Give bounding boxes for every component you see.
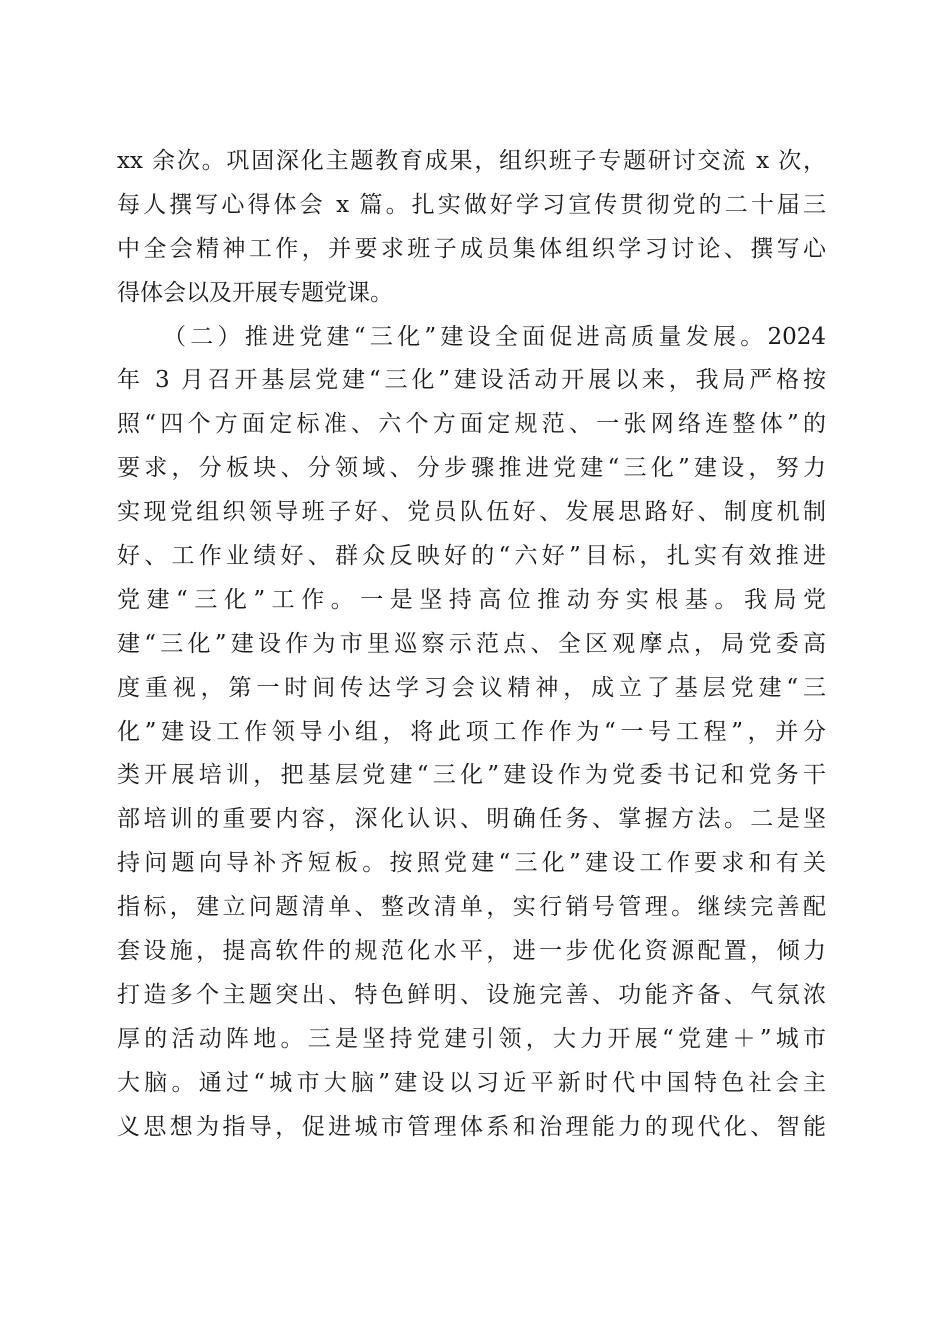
text-line: 义思想为指导，促进城市管理体系和治理能力的现代化、智能 bbox=[117, 1113, 826, 1140]
text-line: 每人撰写心得体会 x 篇。扎实做好学习宣传贯彻党的二十届三 bbox=[117, 191, 826, 218]
text-line: 建“三化”建设作为市里巡察示范点、全区观摩点，局党委高 bbox=[117, 630, 826, 657]
text-line: 厚的活动阵地。三是坚持党建引领，大力开展“党建＋”城市 bbox=[117, 1025, 826, 1052]
text-line: 指标，建立问题清单、整改清单，实行销号管理。继续完善配 bbox=[117, 894, 826, 921]
text-line: 大脑。通过“城市大脑”建设以习近平新时代中国特色社会主 bbox=[117, 1069, 826, 1096]
body-text bbox=[117, 140, 826, 1149]
text-line: 部培训的重要内容，深化认识、明确任务、掌握方法。二是坚 bbox=[117, 806, 826, 833]
text-line: 党建“三化”工作。一是坚持高位推动夯实根基。我局党 bbox=[117, 586, 826, 613]
text-line: 类开展培训，把基层党建“三化”建设作为党委书记和党务干 bbox=[117, 762, 826, 789]
text-line: 得体会以及开展专题党课。 bbox=[117, 279, 393, 306]
text-line: 化”建设工作领导小组，将此项工作作为“一号工程”，并分 bbox=[117, 718, 826, 745]
text-line: 套设施，提高软件的规范化水平，进一步优化资源配置，倾力 bbox=[117, 938, 826, 965]
text-line: 要求，分板块、分领域、分步骤推进党建“三化”建设，努力 bbox=[117, 455, 826, 482]
text-line: 好、工作业绩好、群众反映好的“六好”目标，扎实有效推进 bbox=[117, 543, 826, 570]
text-line: 照“四个方面定标准、六个方面定规范、一张网络连整体”的 bbox=[117, 411, 826, 438]
text-line: 中全会精神工作，并要求班子成员集体组织学习讨论、撰写心 bbox=[117, 235, 826, 262]
text-line: xx 余次。巩固深化主题教育成果，组织班子专题研讨交流 x 次， bbox=[117, 148, 826, 174]
text-line: 持问题向导补齐短板。按照党建“三化”建设工作要求和有关 bbox=[117, 850, 826, 877]
text-line: 实现党组织领导班子好、党员队伍好、发展思路好、制度机制 bbox=[117, 499, 826, 526]
text-line: 年 3 月召开基层党建“三化”建设活动开展以来，我局严格按 bbox=[117, 367, 826, 394]
section-heading-line: （二）推进党建“三化”建设全面促进高质量发展。2024 bbox=[163, 323, 826, 350]
text-line: 打造多个主题突出、特色鲜明、设施完善、功能齐备、气氛浓 bbox=[117, 981, 826, 1008]
text-line: 度重视，第一时间传达学习会议精神，成立了基层党建“三 bbox=[117, 674, 826, 701]
